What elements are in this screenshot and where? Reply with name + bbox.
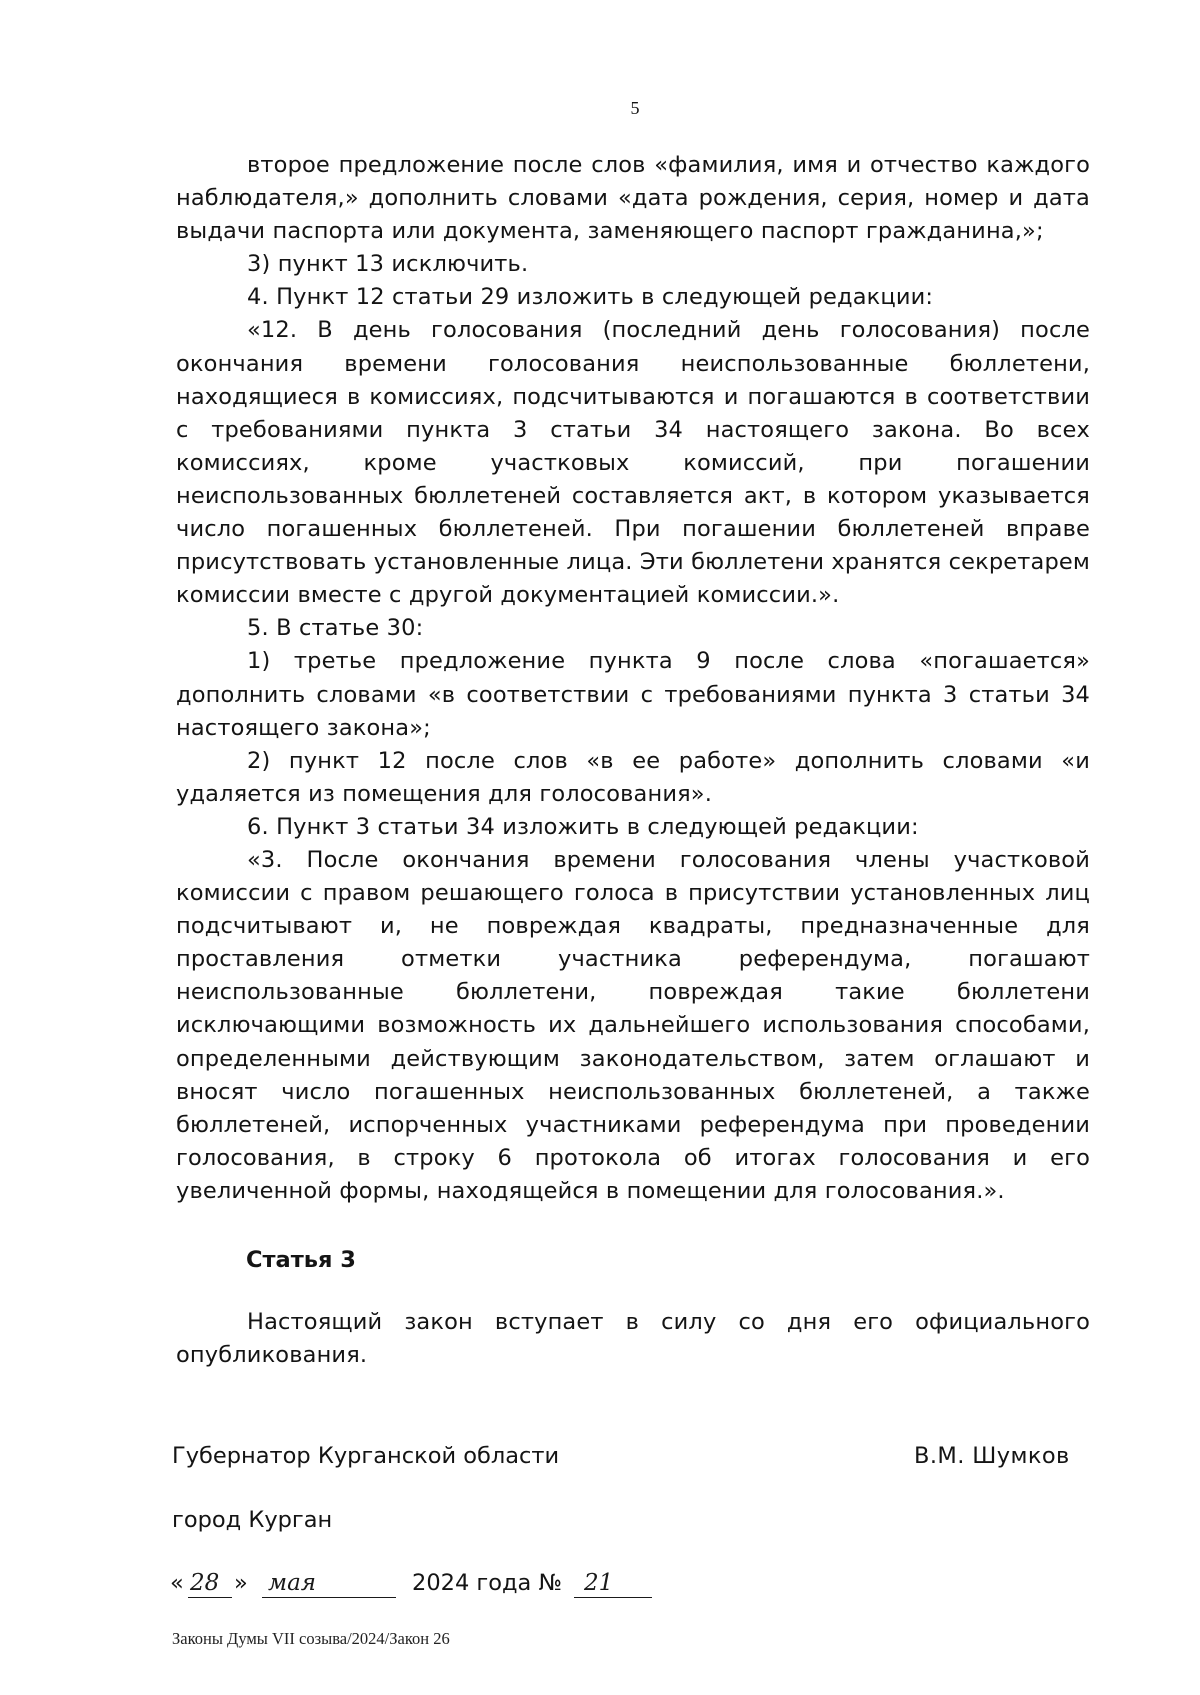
paragraph: 4. Пункт 12 статьи 29 изложить в следующей редакции: <box>247 284 934 311</box>
final-paragraph: Настоящий закон вступает в силу со дня его официального опубликования. <box>176 1309 1090 1368</box>
date-close-quote: » <box>234 1570 248 1596</box>
paragraph: 2) пункт 12 после слов «в ее работе» дополнить словами «и удаляется из помещения для голосования». <box>176 747 1090 807</box>
page-number: 5 <box>630 98 640 118</box>
article-heading: Статья 3 <box>246 1247 356 1273</box>
date-day: 28 <box>190 1570 220 1596</box>
paragraph: 5. В статье 30: <box>247 615 424 642</box>
footer-reference: Законы Думы VII созыва/2024/Закон 26 <box>172 1629 450 1648</box>
paragraph: второе предложение после слов «фамилия, имя и отчество каждого наблюдателя,» дополнить словами «дата рождения, серия, номер и дата выдачи паспорта или документа, заменяющего паспорт гражданина,»; <box>176 152 1090 245</box>
signatory-title: Губернатор Курганской области <box>172 1443 560 1469</box>
date-open-quote: « <box>170 1570 184 1596</box>
paragraph: 6. Пункт 3 статьи 34 изложить в следующей редакции: <box>247 813 919 840</box>
month-underline <box>262 1597 396 1598</box>
day-underline <box>188 1597 232 1598</box>
law-number: 21 <box>584 1570 614 1596</box>
date-year: 2024 года № <box>412 1570 562 1596</box>
paragraph: 1) третье предложение пункта 9 после слова «погашается» дополнить словами «в соответствии с требованиями пункта 3 статьи 34 настоящего закона»; <box>176 648 1090 741</box>
date-line <box>170 1560 690 1600</box>
body-text <box>176 149 1090 1208</box>
paragraph: «3. После окончания времени голосования члены участковой комиссии с правом решающего голоса в присутствии установленных лиц подсчитывают и, не повреждая квадраты, предназначенные для проставления отметки участника референдума, погашают неиспользованные бюллетени, повреждая такие бюллетени исключающими возможность их дальнейшего использования способами, определенными действующим законодательством, затем оглашают и вносят число погашенных неиспользованных бюллетеней, а также бюллетеней, испорченных участниками референдума при проведении голосования, в строку 6 протокола об итогах голосования и его увеличенной формы, находящейся в помещении для голосования.». <box>176 846 1090 1204</box>
number-underline <box>574 1597 652 1598</box>
city: город Курган <box>172 1507 333 1533</box>
paragraph: «12. В день голосования (последний день голосования) после окончания времени голосования неиспользованные бюллетени, находящиеся в комиссиях, подсчитываются и погашаются в соответствии с требованиями пункта 3 статьи 34 настоящего закона. Во всех комиссиях, кроме участковых комиссий, при погашении неиспользованных бюллетеней составляется акт, в котором указывается число погашенных бюллетеней. При погашении бюллетеней вправе присутствовать установленные лица. Эти бюллетени хранятся секретарем комиссии вместе с другой документацией комиссии.». <box>176 317 1090 609</box>
paragraph: 3) пункт 13 исключить. <box>247 251 529 278</box>
signatory-name: В.М. Шумков <box>914 1443 1070 1469</box>
date-month: мая <box>268 1570 317 1596</box>
final-text <box>176 1306 1090 1372</box>
